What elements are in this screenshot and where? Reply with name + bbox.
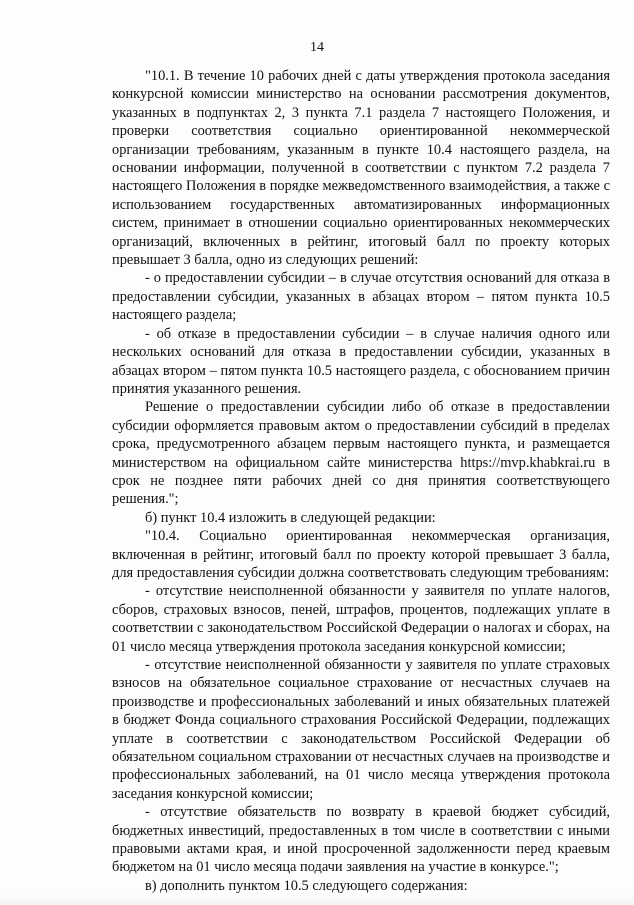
document-body — [112, 67, 610, 895]
paragraph-10-4-intro: "10.4. Социально ориентированная некоммерческая организация, включенная в рейтинг, итоговый балл по проекту которой превышает 3 балла, для предоставления субсидии должна соответствовать следующим требованиям: — [112, 528, 610, 581]
paragraph-requirement-budget: - отсутствие обязательств по возврату в краевой бюджет субсидий, бюджетных инвестиций, предоставленных в том числе в соответствии с иными правовыми актами края, и иной просроченной задолженности перед краевым бюджетом на 01 число месяца подачи заявления на участие в конкурсе."; — [112, 804, 610, 876]
paragraph-10-1-intro: "10.1. В течение 10 рабочих дней с даты утверждения протокола заседания конкурсной комиссии министерство на основании рассмотрения документов, указанных в подпунктах 2, 3 пункта 7.1 раздела 7 настоящего Положения, и проверки соответствия социально ориентированной некоммерческой организации требованиям, указанным в пункте 10.4 настоящего раздела, на основании информации, полученной в соответствии с пунктом 7.2 раздела 7 настоящего Положения в порядке межведомственного взаимодействия, а также с использованием государственных автоматизированных информационных систем, принимает в отношении социально ориентированных некоммерческих организаций, включенных в рейтинг, итоговый балл по проекту которых превышает 3 балла, одно из следующих решений: — [112, 68, 610, 269]
paragraph-requirement-insurance: - отсутствие неисполненной обязанности у заявителя по уплате страховых взносов на обязательное социальное страхование от несчастных случаев на производстве и профессиональных заболеваний и иных обязательных платежей в бюджет Фонда социального страхования Российской Федерации, подлежащих уплате в соответствии с законодательством Российской Федерации об обязательном социальном страховании от несчастных случаев на производстве и профессиональных заболеваний, на 01 число месяца утверждения протокола заседания конкурсной комиссии; — [112, 657, 610, 802]
scan-edge-shadow — [0, 895, 634, 905]
paragraph-decision-grant: - о предоставлении субсидии – в случае отсутствия оснований для отказа в предоставлении субсидии, указанных в абзацах втором – пятом пункта 10.5 настоящего раздела; — [112, 270, 610, 324]
paragraph-decision-formalization: Решение о предоставлении субсидии либо об отказе в предоставлении субсидии оформляется правовым актом о предоставлении субсидий в пределах срока, предусмотренного абзацем первым настоящего пункта, и размещается министерством на официальном сайте министерства https://mvp.khabkrai.ru в срок не позднее пяти рабочих дней со дня принятия соответствующего решения."; — [112, 399, 610, 508]
paragraph-decision-refusal: - об отказе в предоставлении субсидии – в случае наличия одного или нескольких оснований для отказа в предоставлении субсидии, указанных в абзацах втором – пятом пункта 10.5 настоящего раздела, с обоснованием причин принятия указанного решения. — [112, 325, 610, 397]
paragraph-amendment-b: б) пункт 10.4 изложить в следующей редакции: — [145, 509, 436, 526]
paragraph-requirement-taxes: - отсутствие неисполненной обязанности у заявителя по уплате налогов, сборов, страховых взносов, пеней, штрафов, процентов, подлежащих уплате в соответствии с законодательством Российской Федерации о налогах и сборах, на 01 число месяца утверждения протокола заседания конкурсной комиссии; — [112, 583, 610, 655]
page-number: 14 — [310, 40, 324, 55]
paragraph-amendment-c: в) дополнить пунктом 10.5 следующего содержания: — [145, 877, 468, 894]
